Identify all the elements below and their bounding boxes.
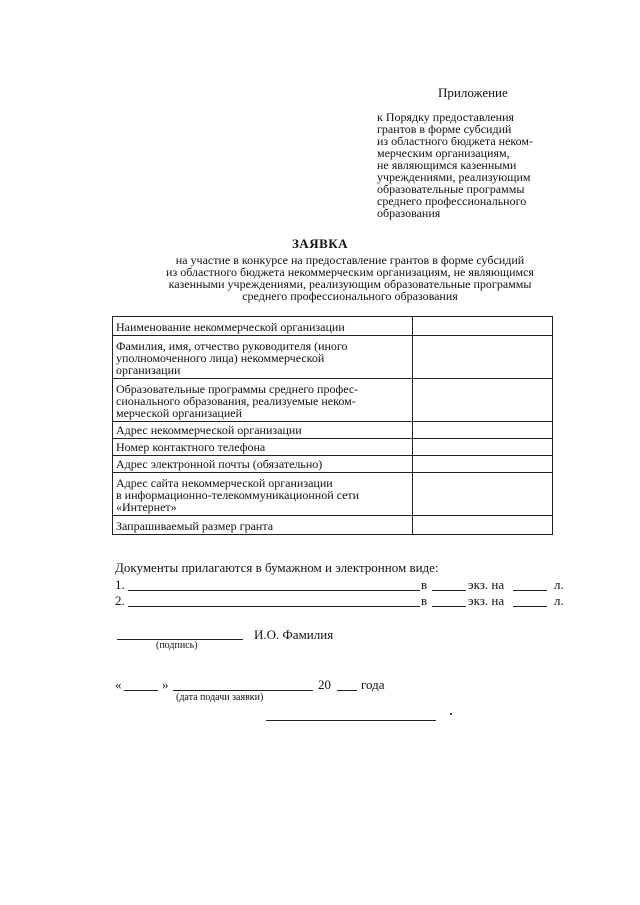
label-line: Адрес сайта некоммерческой организации — [116, 476, 333, 490]
subtitle-line: казенными учреждениями, реализующим образовательные программы — [168, 277, 532, 291]
row-label — [113, 336, 413, 379]
row-label — [113, 439, 413, 456]
document-in-label: в — [421, 593, 428, 608]
grant-amount-value[interactable] — [413, 516, 553, 535]
date-month-field[interactable] — [173, 677, 313, 691]
appendix-reference — [377, 111, 587, 219]
label-line: организации — [116, 363, 181, 377]
label-line: мерческой организацией — [116, 406, 242, 420]
label-line: «Интернет» — [116, 500, 177, 514]
table-row — [113, 422, 553, 439]
label-line: Наименование некоммерческой организации — [116, 320, 345, 334]
row-label — [113, 317, 413, 336]
bottom-signature-line[interactable] — [266, 707, 436, 721]
document-copies-label: экз. на — [468, 593, 505, 608]
appendix-ref-line: грантов в форме субсидий — [377, 122, 512, 136]
table-row — [113, 473, 553, 516]
appendix-ref-line: образования — [377, 206, 441, 220]
table-row — [113, 456, 553, 473]
signature-caption: (подпись) — [156, 640, 198, 651]
website-value[interactable] — [413, 473, 553, 516]
document-copies-label: экз. на — [468, 577, 505, 592]
appendix-ref-line: учреждениями, реализующим — [377, 170, 531, 184]
appendix-ref-line: образовательные программы — [377, 182, 525, 196]
row-label — [113, 516, 413, 535]
table-row — [113, 336, 553, 379]
appendix-ref-line: среднего профессионального — [377, 194, 527, 208]
table-row — [113, 317, 553, 336]
label-line: Адрес некоммерческой организации — [116, 423, 302, 437]
row-label — [113, 473, 413, 516]
phone-value[interactable] — [413, 439, 553, 456]
document-sheets-field[interactable] — [513, 577, 547, 591]
org-name-value[interactable] — [413, 317, 553, 336]
document-title: ЗАЯВКА — [291, 236, 349, 251]
document-item — [115, 577, 575, 593]
programs-value[interactable] — [413, 379, 553, 422]
document-item — [115, 593, 575, 609]
document-item-number: 2. — [115, 593, 125, 608]
email-value[interactable] — [413, 456, 553, 473]
document-sheets-label: л. — [554, 577, 564, 592]
subtitle-line: из областного бюджета некоммерческим организациям, не являющимся — [166, 265, 534, 279]
date-caption: (дата подачи заявки) — [176, 692, 264, 703]
table-row — [113, 516, 553, 535]
appendix-title: Приложение — [438, 85, 508, 100]
label-line: Адрес электронной почты (обязательно) — [116, 457, 323, 471]
document-sheets-label: л. — [554, 593, 564, 608]
document-in-label: в — [421, 577, 428, 592]
date-year-field[interactable] — [337, 677, 357, 691]
document-sheets-field[interactable] — [513, 593, 547, 607]
label-line: Запрашиваемый размер гранта — [116, 519, 274, 533]
date-close-quote: » — [162, 677, 169, 692]
org-address-value[interactable] — [413, 422, 553, 439]
date-century: 20 — [318, 677, 331, 692]
signer-name: И.О. Фамилия — [254, 627, 334, 642]
label-line: уполномоченного лица) некоммерческой — [116, 351, 325, 365]
document-copies-field[interactable] — [432, 577, 466, 591]
application-form-table — [112, 316, 553, 535]
document-name-field[interactable] — [128, 593, 420, 607]
document-subtitle — [120, 254, 580, 302]
row-label — [113, 456, 413, 473]
documents-heading: Документы прилагаются в бумажном и электронном виде: — [115, 560, 439, 575]
subtitle-line: среднего профессионального образования — [242, 289, 458, 303]
subtitle-line: на участие в конкурсе на предоставление грантов в форме субсидий — [175, 253, 525, 267]
date-row — [115, 677, 415, 693]
table-row — [113, 439, 553, 456]
label-line: Образовательные программы среднего профес- — [116, 382, 359, 396]
signature-field[interactable] — [117, 626, 243, 640]
date-year-label: года — [361, 677, 385, 692]
table-row — [113, 379, 553, 422]
head-name-value[interactable] — [413, 336, 553, 379]
document-item-number: 1. — [115, 577, 125, 592]
label-line: в информационно-телекоммуникационной сети — [116, 488, 360, 502]
document-name-field[interactable] — [128, 577, 420, 591]
bottom-dot — [450, 713, 452, 715]
label-line: Фамилия, имя, отчество руководителя (иного — [116, 339, 348, 353]
label-line: Номер контактного телефона — [116, 440, 266, 454]
date-open-quote: « — [115, 677, 122, 692]
date-day-field[interactable] — [124, 677, 158, 691]
row-label — [113, 379, 413, 422]
appendix-ref-line: из областного бюджета неком- — [377, 134, 533, 148]
label-line: сионального образования, реализуемые неком- — [116, 394, 356, 408]
appendix-ref-line: не являющимся казенными — [377, 158, 517, 172]
document-copies-field[interactable] — [432, 593, 466, 607]
appendix-ref-line: мерческим организациям, — [377, 146, 510, 160]
appendix-ref-line: к Порядку предоставления — [377, 110, 515, 124]
row-label — [113, 422, 413, 439]
